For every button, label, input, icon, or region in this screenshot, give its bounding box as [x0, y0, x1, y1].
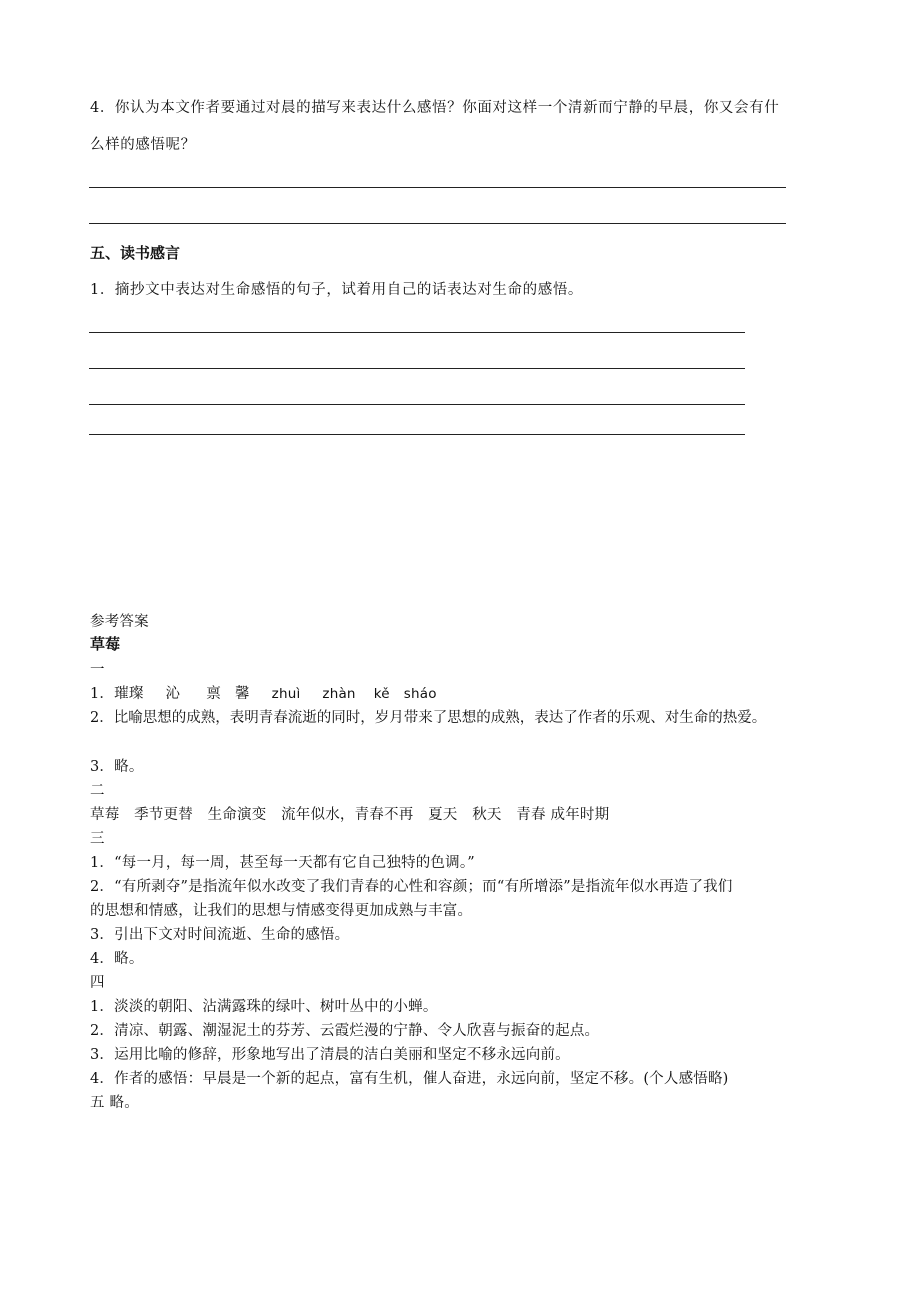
answer-line[interactable] [89, 404, 745, 405]
answers-subtitle: 草莓 [90, 635, 121, 653]
section-5-heading: 五、读书感言 [90, 244, 181, 262]
question-4-line-1: 4．你认为本文作者要通过对晨的描写来表达什么感悟？你面对这样一个清新而宁静的早晨，你又会有什 [90, 100, 780, 116]
part-1-item-2: 2．比喻思想的成熟，表明青春流逝的同时，岁月带来了思想的成熟，表达了作者的乐观、对生命的热爱。 [90, 710, 767, 726]
answer-line[interactable] [89, 223, 786, 224]
part-2-label: 二 [90, 783, 105, 799]
part-4-item-2: 2．清凉、朝露、潮湿泥土的芬芳、云霞烂漫的宁静、令人欣喜与振奋的起点。 [90, 1023, 600, 1039]
part-3-item-4: 4．略。 [90, 951, 144, 967]
pinyin: zhuì [271, 686, 301, 702]
part-4-item-1: 1．淡淡的朝阳、沾满露珠的绿叶、树叶丛中的小蝉。 [90, 999, 438, 1015]
part-3-label: 三 [90, 831, 105, 847]
part-2-text: 草莓 季节更替 生命演变 流年似水，青春不再 夏天 秋天 青春 成年时期 [90, 807, 610, 823]
vocab-word: 沁 [165, 686, 181, 702]
answers-title: 参考答案 [90, 614, 149, 630]
vocab-word: 禀 [206, 686, 221, 702]
vocab-word: 馨 [234, 686, 250, 702]
answer-line[interactable] [89, 187, 786, 188]
vocab-word: 璀璨 [114, 686, 144, 702]
part-4-item-3: 3．运用比喻的修辞，形象地写出了清晨的洁白美丽和坚定不移永远向前。 [90, 1047, 570, 1063]
part-3-item-2-line-2: 的思想和情感，让我们的思想与情感变得更加成熟与丰富。 [90, 903, 473, 919]
part-1-item-1: 1．璀璨 沁 禀 馨 zhuì zhàn kě sháo [90, 682, 451, 703]
section-5-question-1: 1．摘抄文中表达对生命感悟的句子，试着用自己的话表达对生命的感悟。 [90, 282, 584, 298]
part-3-item-3: 3．引出下文对时间流逝、生命的感悟。 [90, 927, 350, 943]
pinyin: kě [373, 686, 390, 702]
pinyin: sháo [403, 686, 437, 702]
part-3-item-2-line-1: 2．“有所剥夺”是指流年似水改变了我们青春的心性和容颜；而“有所增添”是指流年似水再造了我们 [90, 879, 733, 895]
part-4-item-4: 4．作者的感悟：早晨是一个新的起点，富有生机，催人奋进，永远向前，坚定不移。(个人感悟略) [90, 1071, 729, 1087]
question-4-line-2: 么样的感悟呢？ [90, 137, 196, 153]
answer-line[interactable] [89, 332, 745, 333]
part-3-item-1: 1．“每一月，每一周，甚至每一天都有它自己独特的色调。” [90, 855, 475, 871]
pinyin: zhàn [322, 686, 356, 702]
answer-line[interactable] [89, 434, 745, 435]
part-4-label: 四 [90, 975, 105, 991]
part-1-label: 一 [90, 662, 105, 678]
part-1-item-3: 3．略。 [90, 759, 144, 775]
answer-line[interactable] [89, 368, 745, 369]
part-5-text: 五 略。 [90, 1095, 139, 1111]
